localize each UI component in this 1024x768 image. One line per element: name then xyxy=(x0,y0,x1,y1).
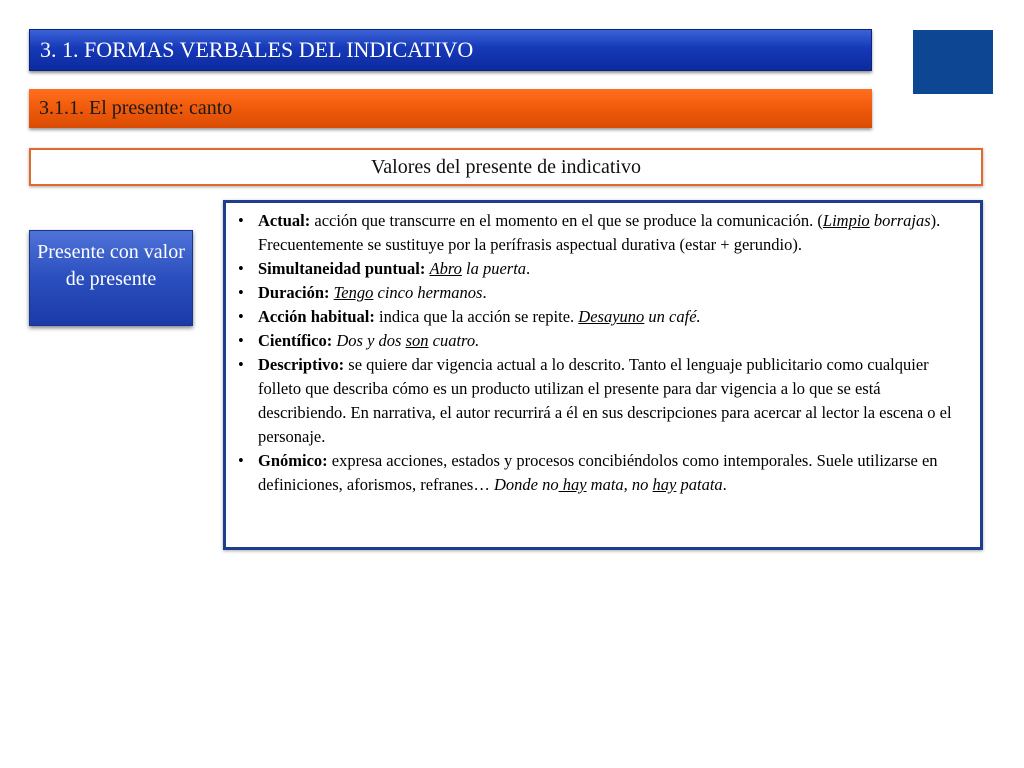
bullet-icon: • xyxy=(238,211,244,230)
bullet-icon: • xyxy=(238,283,244,302)
example-rest: la puerta xyxy=(461,259,527,278)
example-rest: borrajas xyxy=(869,211,931,230)
term: Descriptivo: xyxy=(258,355,345,374)
values-list xyxy=(234,209,966,497)
list-item-descriptivo xyxy=(234,353,966,449)
end-punct: . xyxy=(526,259,531,278)
list-item-duracion xyxy=(234,281,966,305)
example-verb: Abro xyxy=(429,259,462,278)
sidebar-label: Presente con valor de presente xyxy=(29,230,193,326)
bullet-icon: • xyxy=(238,355,244,374)
example-mid: mata, no xyxy=(586,475,653,494)
example xyxy=(334,283,483,302)
list-item-actual xyxy=(234,209,966,257)
description-cont: ). Frecuentemente se sustituye por la perífrasis aspectual durativa (estar + gerundio). xyxy=(258,211,941,254)
term: Gnómico: xyxy=(258,451,328,470)
slide-title: 3. 1. FORMAS VERBALES DEL INDICATIVO xyxy=(29,29,872,71)
example-pre: Donde no xyxy=(493,475,559,494)
values-list-box xyxy=(223,200,983,550)
example-end: patata xyxy=(676,475,723,494)
example-verb: son xyxy=(405,331,429,350)
end-punct: . xyxy=(722,475,727,494)
bullet-icon: • xyxy=(238,307,244,326)
example-rest: un café. xyxy=(644,307,701,326)
bullet-icon: • xyxy=(238,331,244,350)
term: Duración: xyxy=(258,283,330,302)
term: Científico: xyxy=(258,331,333,350)
bullet-icon: • xyxy=(238,259,244,278)
example xyxy=(494,475,723,494)
example xyxy=(578,307,700,326)
example xyxy=(332,331,479,350)
list-item-cientifico xyxy=(234,329,966,353)
list-item-habitual xyxy=(234,305,966,329)
description: acción que transcurre en el momento en el que se produce la comunicación. ( xyxy=(310,211,823,230)
example xyxy=(823,211,931,230)
list-item-gnomico xyxy=(234,449,966,497)
section-heading: Valores del presente de indicativo xyxy=(29,148,983,186)
description: se quiere dar vigencia actual a lo descrito. Tanto el lenguaje publicitario como cualquier folleto que describa cómo es un producto utilizan el presente para dar vigencia a lo que se está describiendo. En narrativa, el autor recurrirá a él en sus descripciones para acercar al lector la escena o el personaje. xyxy=(258,355,952,446)
bullet-icon: • xyxy=(238,451,244,470)
example-verb: Limpio xyxy=(822,211,870,230)
example xyxy=(429,259,526,278)
end-punct: . xyxy=(482,283,487,302)
term: Acción habitual: xyxy=(258,307,375,326)
description: indica que la acción se repite. xyxy=(374,307,579,326)
example-rest: cinco hermanos xyxy=(373,283,483,302)
example-verb: hay xyxy=(652,475,677,494)
example-verb: Tengo xyxy=(333,283,374,302)
example-verb: Desayuno xyxy=(578,307,645,326)
term: Simultaneidad puntual: xyxy=(258,259,426,278)
description: expresa acciones, estados y procesos concibiéndolos como intemporales. Suele utilizarse en definiciones, aforismos, refranes… xyxy=(258,451,938,494)
example-verb: hay xyxy=(558,475,587,494)
term: Actual: xyxy=(258,211,311,230)
slide-subtitle: 3.1.1. El presente: canto xyxy=(29,89,872,128)
corner-decoration xyxy=(913,30,993,94)
example-pre: Dos y dos xyxy=(332,331,406,350)
list-item-simultaneidad xyxy=(234,257,966,281)
example-rest: cuatro. xyxy=(428,331,480,350)
